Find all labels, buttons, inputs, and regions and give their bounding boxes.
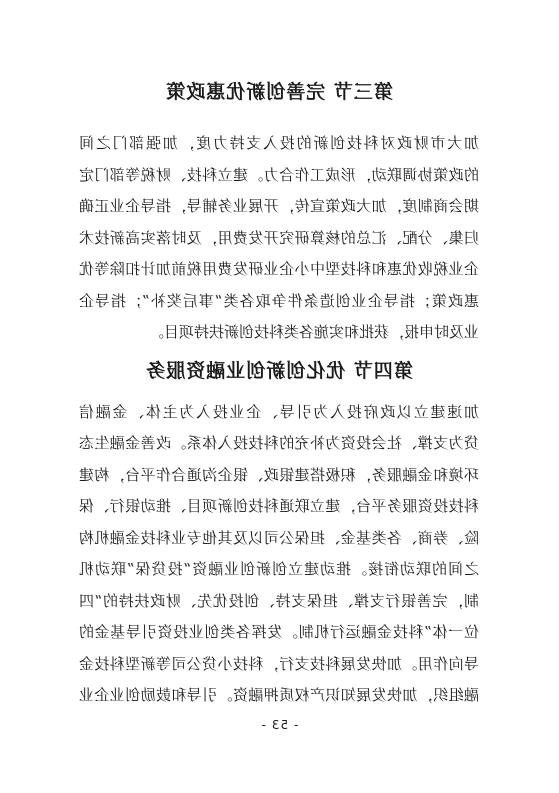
document-content bbox=[79, 78, 479, 712]
text-line: 科技投资服务平台，建立联通科技创新项目、推动银行、保 bbox=[79, 497, 479, 515]
text-line: 位一体”科技金融运行机制。发挥各类创业投资引导基金的 bbox=[79, 623, 479, 641]
section-title-3: 第三节 完善创新优惠政策 bbox=[165, 81, 393, 103]
text-line: 之间的联动衔接。推动建立创新创业融资“投贷保”联动机 bbox=[79, 560, 479, 578]
text-line: 归集、分配、汇总的核算研究开发费用，及时落实高新技术 bbox=[79, 228, 479, 247]
text-line: 加大市财政对科技创新的投入支持力度，加强部门之间 bbox=[79, 134, 479, 152]
text-line: 期会商制度，加大政策宣传，开展业务辅导，指导企业正确 bbox=[79, 197, 479, 215]
text-line: 惠政策；指导企业创造条件争取各类“事后奖补”；指导企 bbox=[79, 291, 479, 310]
text-line: 贷为支撑、社会投资为补充的科技投入体系。改善金融生态 bbox=[79, 434, 479, 452]
text-line: 加速建立以政府投入为引导、企业投入为主体、金融信 bbox=[79, 402, 479, 421]
text-line: 险、券商、各类基金、担保公司以及其他专业科技金融机构 bbox=[79, 528, 479, 547]
text-line: 融组织，加快发展知识产权质押融资。引导和鼓励创业企业 bbox=[79, 686, 479, 704]
text-line: 环境和金融服务，积极搭建银政、银企沟通合作平台，构建 bbox=[79, 465, 479, 484]
section-3-paragraph bbox=[79, 128, 479, 349]
section-4-paragraph bbox=[79, 397, 479, 712]
text-line: 业及时申报，获批和实施各类科技创新扶持项目。 bbox=[148, 323, 479, 341]
text-line: 企业税收优惠和科技型中小企业研发费用税前加计扣除等优 bbox=[79, 260, 479, 278]
text-line: 的政策协调联动，形成工作合力。建立科技、财税等部门定 bbox=[79, 165, 479, 184]
text-line: 导向作用。加快发展科技支行，科技小贷公司等新型科技金 bbox=[79, 654, 479, 673]
section-title-4: 第四节 优化创新创业融资服务 bbox=[145, 359, 413, 382]
text-line: 制，完善银行支撑、担保支持、创投优先、财政扶持的“四 bbox=[79, 591, 479, 610]
page-number: - 53 - bbox=[260, 718, 299, 732]
